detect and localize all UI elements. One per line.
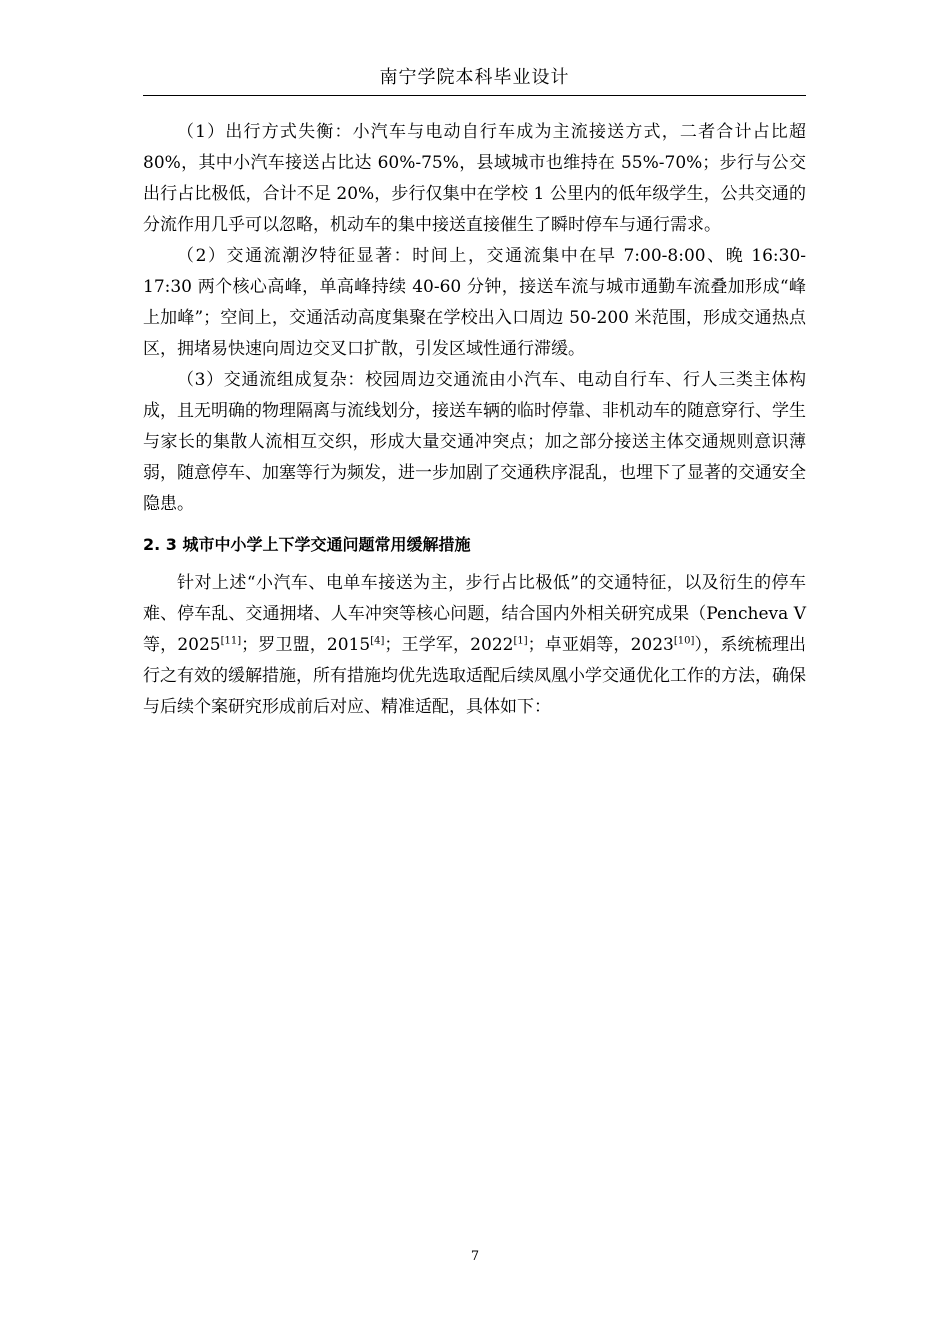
page-body [143, 117, 806, 723]
paragraph-mitigation-intro [143, 568, 806, 723]
intro-text-2: ；罗卫盟，2015 [241, 635, 371, 655]
citation-ref: [4] [370, 635, 385, 647]
intro-text-3: ；王学军，2022 [384, 635, 514, 655]
citation-ref: [1] [513, 635, 528, 647]
page-number: 7 [470, 1249, 480, 1264]
paragraph-travel-mode: （1）出行方式失衡：小汽车与电动自行车成为主流接送方式，二者合计占比超 80%，其中小汽车接送占比达 60%-75%，县域城市也维持在 55%-70%；步行与公交出行占比极低，合计不足 20%，步行仅集中在学校 1 公里内的低年级学生，公共交通的分流作用几乎可以忽略，机动车的集中接送直接催生了瞬时停车与通行需求。 [143, 122, 806, 235]
intro-text-1: 针对上述“小汽车、电单车接送为主，步行占比极低”的交通特征，以及衍生的停车难、停车乱、交通拥堵、人车冲突等核心问题，结合国内外相关研究成果（Pencheva V 等，2025 [143, 573, 806, 655]
paragraph-flow-composition: （3）交通流组成复杂：校园周边交通流由小汽车、电动自行车、行人三类主体构成，且无明确的物理隔离与流线划分，接送车辆的临时停靠、非机动车的随意穿行、学生与家长的集散人流相互交织，形成大量交通冲突点；加之部分接送主体交通规则意识薄弱，随意停车、加塞等行为频发，进一步加剧了交通秩序混乱，也埋下了显著的交通安全隐患。 [143, 370, 806, 514]
intro-text-4: ；卓亚娟等，2023 [527, 635, 674, 655]
paragraph-tidal-flow: （2）交通流潮汐特征显著：时间上，交通流集中在早 7:00-8:00、晚 16:30-17:30 两个核心高峰，单高峰持续 40-60 分钟，接送车流与城市通勤车流叠加形成“峰上加峰”；空间上，交通活动高度集聚在学校出入口周边 50-200 米范围，形成交通热点区，拥堵易快速向周边交叉口扩散，引发区域性通行滞缓。 [143, 246, 806, 359]
citation-ref: [10] [673, 635, 695, 647]
header-divider [143, 95, 806, 96]
section-heading: 2. 3 城市中小学上下学交通问题常用缓解措施 [143, 535, 471, 554]
page-header-title: 南宁学院本科毕业设计 [379, 67, 570, 88]
citation-ref: [11] [220, 635, 242, 647]
intro-text-5: ），系统梳理出行之有效的缓解措施，所有措施均优先选取适配后续凤凰小学交通优化工作的方法，确保与后续个案研究形成前后对应、精准适配，具体如下： [143, 635, 807, 717]
